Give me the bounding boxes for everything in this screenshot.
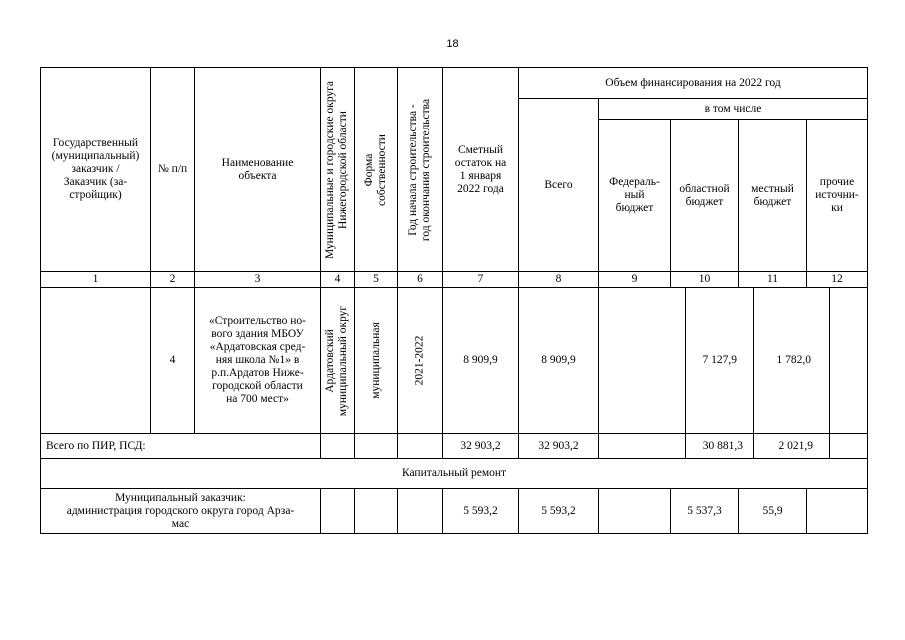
header-remainder — [443, 68, 518, 271]
pir-total-total: 32 903,2 — [538, 439, 579, 452]
pir-total-label: Всего по ПИР, ПСД: — [46, 439, 146, 452]
header-regional-line: бюджет — [685, 195, 724, 208]
header-local-line: бюджет — [753, 195, 792, 208]
customer-remainder: 5 593,2 — [463, 504, 498, 517]
rule — [806, 488, 807, 534]
customer-label-line: администрация городского округа город Арза- — [66, 504, 295, 517]
object-name-line: няя школа №1» в — [215, 354, 300, 366]
header-remainder-line: 2022 года — [457, 182, 504, 195]
header-customer-line: заказчик / — [71, 163, 120, 175]
customer-label-line: Муниципальный заказчик: — [115, 491, 246, 504]
header-remainder-line: 1 января — [459, 169, 502, 182]
column-number: 3 — [254, 273, 261, 285]
header-remainder-line: остаток на — [454, 156, 507, 169]
rule — [829, 288, 830, 458]
object-local: 1 782,0 — [776, 354, 811, 366]
section-title: Капитальный ремонт — [401, 467, 507, 479]
customer-local: 55,9 — [762, 504, 783, 517]
rule — [320, 488, 321, 534]
pir-total-regional: 30 881,3 — [702, 439, 743, 452]
header-federal-line: Федераль- — [609, 176, 660, 188]
rule — [598, 488, 599, 534]
column-number: 4 — [334, 273, 341, 285]
header-regional-line: областной — [679, 182, 730, 195]
header-local — [739, 120, 806, 271]
customer-label — [41, 489, 320, 533]
column-number: 5 — [373, 273, 379, 285]
header-total: Всего — [544, 178, 573, 191]
header-federal-line: ный — [624, 189, 645, 201]
object-number: 4 — [169, 354, 176, 366]
column-number: 11 — [766, 273, 779, 285]
object-regional: 7 127,9 — [702, 354, 737, 366]
object-name-line: городской области — [212, 380, 303, 392]
object-name-line: «Строительство но- — [208, 315, 307, 327]
rule — [354, 488, 355, 534]
header-customer-line: стройщик) — [69, 189, 122, 201]
table-border-right — [867, 67, 868, 534]
header-districts — [321, 68, 354, 271]
header-remainder-line: Сметный — [457, 143, 504, 156]
object-district — [321, 288, 354, 433]
object-name-line: «Ардатовская сред- — [209, 341, 306, 353]
object-ownership: муниципальная — [369, 322, 382, 399]
page-number: 18 — [446, 38, 459, 50]
object-years: 2021-2022 — [413, 335, 426, 386]
column-number: 8 — [555, 273, 562, 285]
column-number: 12 — [831, 273, 843, 285]
header-ownership-line: собственности — [376, 133, 388, 206]
header-ownership-line: Форма — [363, 153, 375, 186]
table-border-bottom — [40, 533, 868, 534]
header-customer-line: (муниципальный) — [51, 150, 140, 162]
column-number: 2 — [169, 273, 176, 285]
header-federal — [599, 120, 670, 271]
header-customer — [41, 68, 150, 271]
header-other-line: источни- — [815, 189, 859, 201]
header-local-line: местный — [751, 182, 794, 195]
header-districts-line: Нижегородской области — [337, 110, 350, 229]
header-funding-title: Объем финансирования на 2022 год — [605, 76, 781, 89]
column-number: 10 — [698, 273, 711, 285]
header-including: в том числе — [704, 102, 762, 115]
header-number: № п/п — [157, 163, 188, 175]
header-customer-line: Заказчик (за- — [63, 176, 128, 188]
rule — [598, 288, 599, 458]
pir-total-local: 2 021,9 — [778, 439, 813, 452]
object-district-line: муниципальный округ — [337, 305, 350, 416]
object-remainder: 8 909,9 — [463, 354, 498, 366]
customer-label-line: мас — [171, 517, 190, 530]
header-object-name — [195, 68, 320, 271]
header-ownership — [355, 68, 397, 271]
column-number: 7 — [477, 273, 484, 285]
header-other-line: прочие — [819, 176, 855, 188]
column-number: 1 — [92, 273, 99, 285]
header-years-line: Год начала строительства - — [407, 103, 419, 236]
pir-total-remainder: 32 903,2 — [460, 439, 501, 452]
object-name-line: вого здания МБОУ — [211, 328, 304, 340]
header-construction-years — [398, 68, 442, 271]
header-years-line: год окончания строительства — [420, 98, 432, 241]
object-name-line: р.п.Ардатов Ниже- — [211, 367, 304, 379]
object-total: 8 909,9 — [541, 354, 576, 366]
header-regional — [671, 120, 738, 271]
column-number: 9 — [631, 273, 638, 285]
customer-regional: 5 537,3 — [687, 504, 722, 517]
object-district-line: Ардатовский — [324, 328, 337, 393]
header-customer-line: Государственный — [52, 137, 139, 149]
header-object-name-line: Наименование — [221, 156, 294, 169]
customer-total: 5 593,2 — [541, 504, 576, 517]
rule — [397, 488, 398, 534]
header-districts-line: Муниципальные и городские округа — [324, 80, 337, 259]
header-object-name-line: объекта — [238, 169, 277, 182]
header-federal-line: бюджет — [615, 202, 654, 214]
header-other — [807, 120, 867, 271]
object-name-line: на 700 мест» — [226, 393, 289, 405]
column-number: 6 — [417, 273, 423, 285]
header-other-line: ки — [831, 202, 843, 214]
object-name — [195, 288, 320, 433]
